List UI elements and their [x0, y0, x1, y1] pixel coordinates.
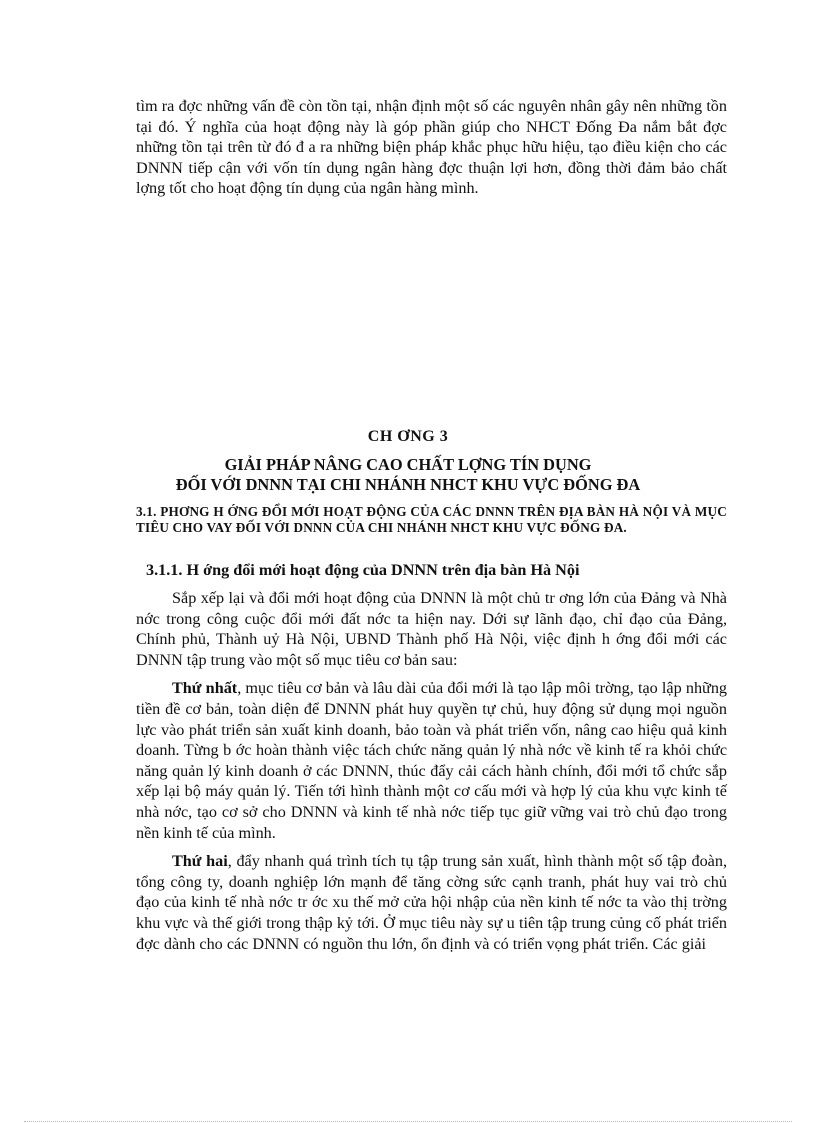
- paragraph-2-lead: Thứ nhất: [172, 679, 238, 698]
- page-bottom-divider: [24, 1121, 792, 1122]
- paragraph-3-lead: Thứ hai: [172, 852, 228, 871]
- paragraph-1: Sắp xếp lại và đổi mới hoạt động của DNNN là một chủ tr ơng lớn của Đảng và Nhà nớc trong công cuộc đổi mới đất nớc ta hiện nay. Dới sự lãnh đạo, chỉ đạo của Đảng, Chính phủ, Thành uỷ Hà Nội, UBND Thành phố Hà Nội, việc định h ớng đổi mới các DNNN tập trung vào một số mục tiêu cơ bản sau:: [136, 589, 727, 669]
- intro-text: tìm ra đợc những vấn đề còn tồn tại, nhận định một số các nguyên nhân gây nên những tồn tại đó. Ý nghĩa của hoạt động này là góp phần giúp cho NHCT Đống Đa nắm bắt đợc những tồn tại trên từ đó đ a ra những biện pháp khắc phục hữu hiệu, tạo điều kiện cho các DNNN tiếp cận với vốn tín dụng ngân hàng đợc thuận lợi hơn, đồng thời đảm bảo chất lợng tốt cho hoạt động tín dụng của ngân hàng mình.: [136, 97, 727, 197]
- chapter-title: [0, 455, 816, 495]
- paragraph-3: [136, 851, 727, 954]
- section-heading-text: 3.1. PHƠNG H ỚNG ĐỔI MỚI HOẠT ĐỘNG CỦA CÁC DNNN TRÊN ĐỊA BÀN HÀ NỘI VÀ MỤC TIÊU CHO VAY ĐỐI VỚI DNNN CỦA CHI NHÁNH NHCT KHU VỰC ĐỐNG ĐA.: [136, 504, 727, 535]
- section-heading: [136, 504, 727, 536]
- body-text: [136, 588, 727, 962]
- paragraph-2: [136, 678, 727, 843]
- intro-paragraph: [136, 96, 727, 199]
- subsection-heading: 3.1.1. H ớng đổi mới hoạt động của DNNN trên địa bàn Hà Nội: [146, 561, 580, 579]
- chapter-title-line-2: ĐỐI VỚI DNNN TẠI CHI NHÁNH NHCT KHU VỰC ĐỐNG ĐA: [175, 475, 641, 494]
- paragraph-3-text: , đẩy nhanh quá trình tích tụ tập trung sản xuất, hình thành một số tập đoàn, tổng công ty, doanh nghiệp lớn mạnh để tăng cờng sức cạnh tranh, phát huy vai trò chủ đạo của kinh tế nhà nớc tr ớc xu thế mở cửa hội nhập của nền kinh tế nớc ta vào thị trờng khu vực và thế giới trong thập kỷ tới. Ở mục tiêu này sự u tiên tập trung củng cố phát triển đợc dành cho các DNNN có nguồn thu lớn, ổn định và có triển vọng phát triển. Các giải: [136, 852, 727, 953]
- chapter-title-line-1: GIẢI PHÁP NÂNG CAO CHẤT LỢNG TÍN DỤNG: [224, 455, 592, 474]
- paragraph-2-text: , mục tiêu cơ bản và lâu dài của đổi mới là tạo lập môi trờng, tạo lập những tiền đề cơ bản, toàn diện để DNNN phát huy quyền tự chủ, huy động sử dụng mọi nguồn lực vào phát triển sản xuất kinh doanh, bảo toàn và phát triển vốn, nâng cao hiệu quả kinh doanh. Từng b ớc hoàn thành việc tách chức năng quản lý nhà nớc về kinh tế ra khỏi chức năng quản lý kinh doanh ở các DNNN, thúc đẩy cải cách hành chính, đổi mới tổ chức sắp xếp lại bộ máy quản lý. Tiến tới hình thành một cơ cấu mới và hợp lý của khu vực kinh tế nhà nớc, tạo cơ sở cho DNNN và kinh tế nhà nớc tiếp tục giữ vững vai trò chủ đạo trong nền kinh tế của mình.: [136, 679, 727, 842]
- chapter-number: CH ƠNG 3: [367, 428, 449, 445]
